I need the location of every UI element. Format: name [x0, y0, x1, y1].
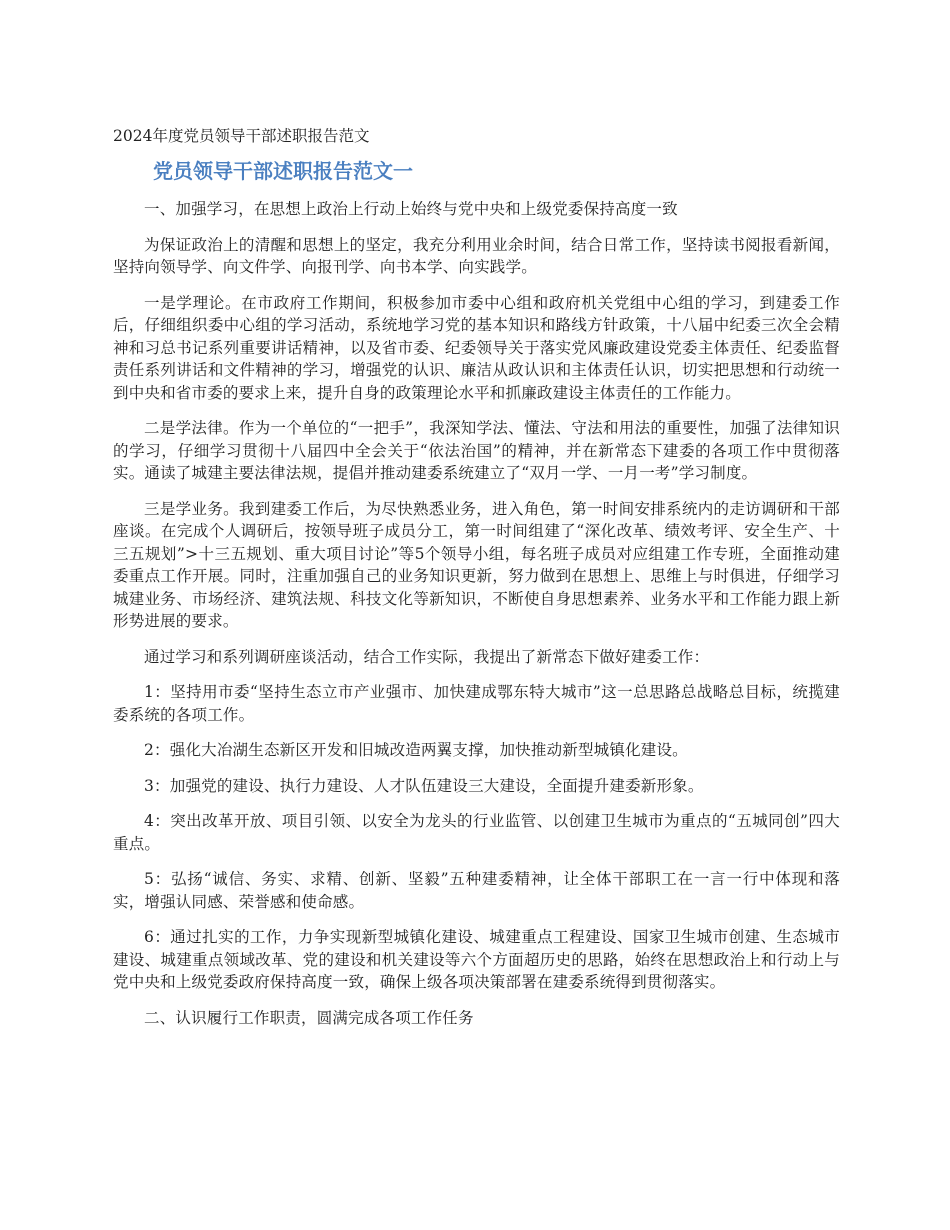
paragraph-heading-1: 一、加强学习，在思想上政治上行动上始终与党中央和上级党委保持高度一致: [144, 200, 678, 218]
list-item: 2：强化大冶湖生态新区开发和旧城改造两翼支撑，加快推动新型城镇化建设。: [144, 741, 688, 759]
document-page: [113, 124, 840, 1042]
document-title: 2024年度党员领导干部述职报告范文: [113, 127, 370, 145]
paragraph-heading-2: 二、认识履行工作职责，圆满完成各项工作任务: [144, 1008, 474, 1027]
list-item: 4：突出改革开放、项目引领、以安全为龙头的行业监管、以创建卫生城市为重点的“五城同创”四大重点。: [113, 812, 840, 853]
paragraph: 一是学理论。在市政府工作期间，积极参加市委中心组和政府机关党组中心组的学习，到建委工作后，仔细组织委中心组的学习活动，系统地学习党的基本知识和路线方针政策，十八届中纪委三次全会精神和习总书记系列重要讲话精神，以及省市委、纪委领导关于落实党风廉政建设党委主体责任、纪委监督责任系列讲话和文件精神的学习，增强党的认识、廉洁从政认识和主体责任认识，切实把思想和行动统一到中央和省市委的要求上来，提升自身的政策理论水平和抓廉政建设主体责任的工作能力。: [113, 293, 840, 402]
paragraph: 二是学法律。作为一个单位的“一把手”，我深知学法、懂法、守法和用法的重要性，加强了法律知识的学习，仔细学习贯彻十八届四中全会关于“依法治国”的精神，并在新常态下建委的各项工作中贯彻落实。通读了城建主要法律法规，提倡并推动建委系统建立了“双月一学、一月一考”学习制度。: [113, 419, 840, 482]
section-heading: 党员领导干部述职报告范文一: [153, 159, 413, 183]
paragraph: 通过学习和系列调研座谈活动，结合工作实际，我提出了新常态下做好建委工作：: [144, 647, 710, 666]
list-item: 3：加强党的建设、执行力建设、人才队伍建设三大建设，全面提升建委新形象。: [144, 776, 704, 795]
paragraph: 为保证政治上的清醒和思想上的坚定，我充分利用业余时间，结合日常工作，坚持读书阅报看新闻，坚持向领导学、向文件学、向报刊学、向书本学、向实践学。: [113, 235, 840, 276]
list-item: 1：坚持用市委“坚持生态立市产业强市、加快建成鄂东特大城市”这一总思路总战略总目标，统揽建委系统的各项工作。: [113, 683, 840, 724]
paragraph: 三是学业务。我到建委工作后，为尽快熟悉业务，进入角色，第一时间安排系统内的走访调研和干部座谈。在完成个人调研后，按领导班子成员分工，第一时间组建了“深化改革、绩效考评、安全生产、十三五规划”>十三五规划、重大项目讨论”等5个领导小组，每名班子成员对应组建工作专班，全面推动建委重点工作开展。同时，注重加强自己的业务知识更新，努力做到在思想上、思维上与时俱进，仔细学习城建业务、市场经济、建筑法规、科技文化等新知识，不断使自身思想素养、业务水平和工作能力跟上新形势进展的要求。: [113, 499, 840, 630]
list-item: 6：通过扎实的工作，力争实现新型城镇化建设、城建重点工程建设、国家卫生城市创建、生态城市建设、城建重点领域改革、党的建设和机关建设等六个方面超历史的思路，始终在思想政治上和行动上与党中央和上级党委政府保持高度一致，确保上级各项决策部署在建委系统得到贯彻落实。: [113, 928, 840, 991]
list-item: 5：弘扬“诚信、务实、求精、创新、坚毅”五种建委精神，让全体干部职工在一言一行中体现和落实，增强认同感、荣誉感和使命感。: [113, 870, 840, 911]
